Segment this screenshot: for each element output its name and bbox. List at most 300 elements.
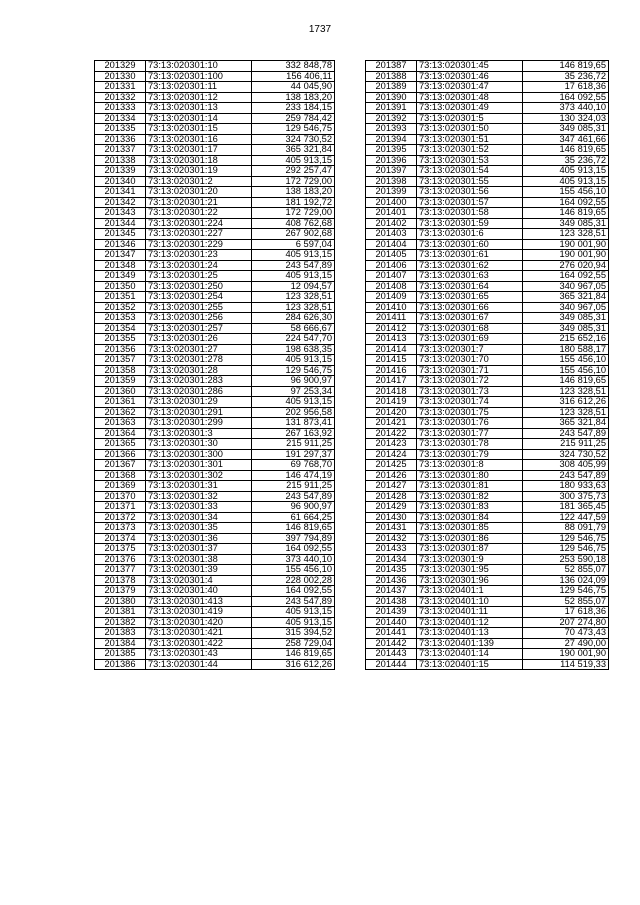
value-cell: 405 913,15 [252,607,335,618]
cadastral-number-cell: 73:13:020301:44 [146,659,252,670]
value-cell: 224 547,70 [252,334,335,345]
cadastral-number-cell: 73:13:020301:53 [417,155,523,166]
row-number-cell: 201408 [366,281,417,292]
table-row [95,208,335,219]
cadastral-number-cell: 73:13:020301:299 [146,418,252,429]
cadastral-number-cell: 73:13:020301:27 [146,344,252,355]
cadastral-number-cell: 73:13:020301:40 [146,586,252,597]
cadastral-number-cell: 73:13:020301:35 [146,523,252,534]
row-number-cell: 201418 [366,386,417,397]
table-row [95,649,335,660]
value-cell: 172 729,00 [252,176,335,187]
value-cell: 122 447,59 [523,512,609,523]
cadastral-number-cell: 73:13:020301:3 [146,428,252,439]
value-cell: 397 794,89 [252,533,335,544]
row-number-cell: 201386 [95,659,146,670]
cadastral-number-cell: 73:13:020301:77 [417,428,523,439]
row-number-cell: 201397 [366,166,417,177]
cadastral-number-cell: 73:13:020301:67 [417,313,523,324]
table-row [95,271,335,282]
row-number-cell: 201444 [366,659,417,670]
row-number-cell: 201401 [366,208,417,219]
cadastral-number-cell: 73:13:020301:59 [417,218,523,229]
table-row [95,176,335,187]
cadastral-number-cell: 73:13:020301:73 [417,386,523,397]
row-number-cell: 201362 [95,407,146,418]
row-number-cell: 201363 [95,418,146,429]
table-row [366,92,609,103]
cadastral-number-cell: 73:13:020301:84 [417,512,523,523]
cadastral-number-cell: 73:13:020301:86 [417,533,523,544]
value-cell: 215 911,25 [252,481,335,492]
value-cell: 52 855,07 [523,596,609,607]
value-cell: 243 547,89 [523,428,609,439]
cadastral-number-cell: 73:13:020301:80 [417,470,523,481]
row-number-cell: 201375 [95,544,146,555]
cadastral-number-cell: 73:13:020301:66 [417,302,523,313]
cadastral-number-cell: 73:13:020301:37 [146,544,252,555]
table-row [366,628,609,639]
table-row [366,460,609,471]
cadastral-number-cell: 73:13:020301:85 [417,523,523,534]
row-number-cell: 201407 [366,271,417,282]
value-cell: 123 328,51 [252,292,335,303]
cadastral-number-cell: 73:13:020301:72 [417,376,523,387]
value-cell: 35 236,72 [523,155,609,166]
cadastral-number-cell: 73:13:020301:52 [417,145,523,156]
table-row [366,82,609,93]
row-number-cell: 201360 [95,386,146,397]
table-row [366,218,609,229]
value-cell: 243 547,89 [523,470,609,481]
value-cell: 164 092,55 [252,586,335,597]
table-row [366,313,609,324]
row-number-cell: 201415 [366,355,417,366]
row-number-cell: 201373 [95,523,146,534]
table-row [366,187,609,198]
table-row [366,239,609,250]
table-row [95,376,335,387]
value-cell: 146 474,19 [252,470,335,481]
value-cell: 129 546,75 [523,586,609,597]
value-cell: 365 321,84 [523,418,609,429]
table-row [95,292,335,303]
cadastral-number-cell: 73:13:020301:302 [146,470,252,481]
value-cell: 27 490,00 [523,638,609,649]
value-cell: 324 730,52 [252,134,335,145]
table-row [95,145,335,156]
row-number-cell: 201345 [95,229,146,240]
table-row [366,502,609,513]
value-cell: 349 085,31 [523,323,609,334]
value-cell: 316 612,26 [523,397,609,408]
value-cell: 347 461,66 [523,134,609,145]
table-row [95,491,335,502]
table-row [366,271,609,282]
table-row [95,302,335,313]
row-number-cell: 201394 [366,134,417,145]
value-cell: 243 547,89 [252,260,335,271]
cadastral-number-cell: 73:13:020301:48 [417,92,523,103]
value-cell: 164 092,55 [523,271,609,282]
cadastral-number-cell: 73:13:020301:301 [146,460,252,471]
row-number-cell: 201420 [366,407,417,418]
table-row [366,365,609,376]
value-cell: 349 085,31 [523,313,609,324]
value-cell: 130 324,03 [523,113,609,124]
page-number: 1737 [308,24,332,35]
row-number-cell: 201377 [95,565,146,576]
value-cell: 405 913,15 [252,250,335,261]
cadastral-number-cell: 73:13:020301:30 [146,439,252,450]
cadastral-number-cell: 73:13:020301:45 [417,61,523,72]
table-row [95,481,335,492]
table-row [95,523,335,534]
table-row [95,628,335,639]
table-row [366,565,609,576]
row-number-cell: 201384 [95,638,146,649]
left-register-table [94,60,335,670]
value-cell: 146 819,65 [252,649,335,660]
cadastral-number-cell: 73:13:020301:14 [146,113,252,124]
cadastral-number-cell: 73:13:020301:31 [146,481,252,492]
cadastral-number-cell: 73:13:020301:64 [417,281,523,292]
row-number-cell: 201335 [95,124,146,135]
row-number-cell: 201429 [366,502,417,513]
cadastral-number-cell: 73:13:020301:28 [146,365,252,376]
row-number-cell: 201364 [95,428,146,439]
row-number-cell: 201414 [366,344,417,355]
row-number-cell: 201350 [95,281,146,292]
cadastral-number-cell: 73:13:020301:100 [146,71,252,82]
row-number-cell: 201353 [95,313,146,324]
row-number-cell: 201366 [95,449,146,460]
value-cell: 190 001,90 [523,649,609,660]
value-cell: 129 546,75 [252,124,335,135]
cadastral-number-cell: 73:13:020301:32 [146,491,252,502]
value-cell: 276 020,94 [523,260,609,271]
table-row [366,334,609,345]
value-cell: 405 913,15 [252,155,335,166]
cadastral-number-cell: 73:13:020301:60 [417,239,523,250]
value-cell: 131 873,41 [252,418,335,429]
table-row [95,250,335,261]
table-row [95,334,335,345]
table-row [95,460,335,471]
row-number-cell: 201409 [366,292,417,303]
value-cell: 267 163,92 [252,428,335,439]
row-number-cell: 201352 [95,302,146,313]
value-cell: 243 547,89 [252,491,335,502]
cadastral-number-cell: 73:13:020301:79 [417,449,523,460]
table-row [95,103,335,114]
row-number-cell: 201441 [366,628,417,639]
value-cell: 58 666,67 [252,323,335,334]
table-row [95,365,335,376]
row-number-cell: 201425 [366,460,417,471]
cadastral-number-cell: 73:13:020301:22 [146,208,252,219]
value-cell: 138 183,20 [252,187,335,198]
value-cell: 373 440,10 [252,554,335,565]
table-row [366,103,609,114]
value-cell: 292 257,47 [252,166,335,177]
row-number-cell: 201406 [366,260,417,271]
table-row [95,229,335,240]
cadastral-number-cell: 73:13:020301:250 [146,281,252,292]
table-row [366,659,609,670]
table-row [95,565,335,576]
value-cell: 408 762,68 [252,218,335,229]
cadastral-number-cell: 73:13:020401:1 [417,586,523,597]
table-row [95,533,335,544]
row-number-cell: 201440 [366,617,417,628]
value-cell: 405 913,15 [252,617,335,628]
value-cell: 146 819,65 [523,61,609,72]
cadastral-number-cell: 73:13:020301:76 [417,418,523,429]
row-number-cell: 201410 [366,302,417,313]
cadastral-number-cell: 73:13:020301:12 [146,92,252,103]
cadastral-number-cell: 73:13:020301:58 [417,208,523,219]
value-cell: 52 855,07 [523,565,609,576]
row-number-cell: 201354 [95,323,146,334]
row-number-cell: 201331 [95,82,146,93]
row-number-cell: 201342 [95,197,146,208]
cadastral-number-cell: 73:13:020301:26 [146,334,252,345]
row-number-cell: 201402 [366,218,417,229]
cadastral-number-cell: 73:13:020301:38 [146,554,252,565]
row-number-cell: 201379 [95,586,146,597]
cadastral-number-cell: 73:13:020401:139 [417,638,523,649]
cadastral-number-cell: 73:13:020301:54 [417,166,523,177]
cadastral-number-cell: 73:13:020301:9 [417,554,523,565]
table-row [95,166,335,177]
table-row [95,502,335,513]
table-row [95,439,335,450]
table-row [366,250,609,261]
table-row [366,428,609,439]
value-cell: 332 848,78 [252,61,335,72]
value-cell: 228 002,28 [252,575,335,586]
value-cell: 17 618,36 [523,607,609,618]
table-row [366,649,609,660]
cadastral-number-cell: 73:13:020301:255 [146,302,252,313]
row-number-cell: 201398 [366,176,417,187]
value-cell: 123 328,51 [523,386,609,397]
cadastral-number-cell: 73:13:020301:21 [146,197,252,208]
value-cell: 96 900,97 [252,502,335,513]
cadastral-number-cell: 73:13:020301:55 [417,176,523,187]
value-cell: 181 365,45 [523,502,609,513]
table-row [366,302,609,313]
row-number-cell: 201358 [95,365,146,376]
value-cell: 340 967,05 [523,281,609,292]
value-cell: 284 626,30 [252,313,335,324]
table-row [95,82,335,93]
cadastral-number-cell: 73:13:020301:8 [417,460,523,471]
value-cell: 155 456,10 [523,365,609,376]
row-number-cell: 201396 [366,155,417,166]
table-row [366,376,609,387]
value-cell: 405 913,15 [252,271,335,282]
table-row [95,71,335,82]
cadastral-number-cell: 73:13:020301:421 [146,628,252,639]
cadastral-number-cell: 73:13:020301:16 [146,134,252,145]
row-number-cell: 201437 [366,586,417,597]
cadastral-number-cell: 73:13:020301:224 [146,218,252,229]
cadastral-number-cell: 73:13:020401:15 [417,659,523,670]
value-cell: 340 967,05 [523,302,609,313]
row-number-cell: 201337 [95,145,146,156]
cadastral-number-cell: 73:13:020301:82 [417,491,523,502]
row-number-cell: 201346 [95,239,146,250]
cadastral-number-cell: 73:13:020301:63 [417,271,523,282]
row-number-cell: 201399 [366,187,417,198]
right-register-table [365,60,609,670]
row-number-cell: 201330 [95,71,146,82]
value-cell: 190 001,90 [523,239,609,250]
value-cell: 96 900,97 [252,376,335,387]
row-number-cell: 201403 [366,229,417,240]
value-cell: 267 902,68 [252,229,335,240]
value-cell: 6 597,04 [252,239,335,250]
row-number-cell: 201412 [366,323,417,334]
row-number-cell: 201438 [366,596,417,607]
table-row [366,344,609,355]
value-cell: 215 911,25 [523,439,609,450]
table-row [95,449,335,460]
row-number-cell: 201348 [95,260,146,271]
row-number-cell: 201351 [95,292,146,303]
cadastral-number-cell: 73:13:020301:6 [417,229,523,240]
table-row [366,61,609,72]
cadastral-number-cell: 73:13:020301:34 [146,512,252,523]
table-row [366,617,609,628]
table-row [95,586,335,597]
cadastral-number-cell: 73:13:020301:74 [417,397,523,408]
cadastral-number-cell: 73:13:020301:56 [417,187,523,198]
cadastral-number-cell: 73:13:020301:75 [417,407,523,418]
table-row [366,491,609,502]
value-cell: 156 406,11 [252,71,335,82]
row-number-cell: 201387 [366,61,417,72]
cadastral-number-cell: 73:13:020401:14 [417,649,523,660]
cadastral-number-cell: 73:13:020301:51 [417,134,523,145]
cadastral-number-cell: 73:13:020301:17 [146,145,252,156]
row-number-cell: 201388 [366,71,417,82]
table-row [95,512,335,523]
value-cell: 35 236,72 [523,71,609,82]
value-cell: 215 652,16 [523,334,609,345]
value-cell: 253 590,18 [523,554,609,565]
row-number-cell: 201430 [366,512,417,523]
value-cell: 146 819,65 [523,208,609,219]
row-number-cell: 201424 [366,449,417,460]
row-number-cell: 201417 [366,376,417,387]
row-number-cell: 201433 [366,544,417,555]
table-row [95,218,335,229]
row-number-cell: 201355 [95,334,146,345]
table-row [95,355,335,366]
table-row [95,239,335,250]
row-number-cell: 201332 [95,92,146,103]
row-number-cell: 201372 [95,512,146,523]
row-number-cell: 201349 [95,271,146,282]
row-number-cell: 201436 [366,575,417,586]
table-row [366,397,609,408]
value-cell: 129 546,75 [523,544,609,555]
table-row [366,166,609,177]
table-row [366,481,609,492]
cadastral-number-cell: 73:13:020401:12 [417,617,523,628]
table-row [366,124,609,135]
cadastral-number-cell: 73:13:020301:81 [417,481,523,492]
value-cell: 138 183,20 [252,92,335,103]
cadastral-number-cell: 73:13:020301:96 [417,575,523,586]
table-row [95,428,335,439]
row-number-cell: 201383 [95,628,146,639]
row-number-cell: 201357 [95,355,146,366]
table-row [95,113,335,124]
cadastral-number-cell: 73:13:020401:10 [417,596,523,607]
value-cell: 17 618,36 [523,82,609,93]
table-row [366,208,609,219]
cadastral-number-cell: 73:13:020301:29 [146,397,252,408]
row-number-cell: 201389 [366,82,417,93]
cadastral-number-cell: 73:13:020301:49 [417,103,523,114]
table-row [366,71,609,82]
table-row [95,617,335,628]
row-number-cell: 201426 [366,470,417,481]
row-number-cell: 201428 [366,491,417,502]
table-row [95,470,335,481]
table-row [95,281,335,292]
table-row [366,155,609,166]
table-row [366,575,609,586]
cadastral-number-cell: 73:13:020301:95 [417,565,523,576]
value-cell: 123 328,51 [523,407,609,418]
cadastral-number-cell: 73:13:020301:43 [146,649,252,660]
cadastral-number-cell: 73:13:020301:57 [417,197,523,208]
value-cell: 146 819,65 [523,145,609,156]
value-cell: 405 913,15 [523,166,609,177]
row-number-cell: 201419 [366,397,417,408]
row-number-cell: 201442 [366,638,417,649]
row-number-cell: 201378 [95,575,146,586]
table-row [366,176,609,187]
table-row [95,260,335,271]
table-row [366,134,609,145]
value-cell: 155 456,10 [523,187,609,198]
value-cell: 123 328,51 [523,229,609,240]
value-cell: 172 729,00 [252,208,335,219]
cadastral-number-cell: 73:13:020301:50 [417,124,523,135]
table-row [95,638,335,649]
table-row [366,260,609,271]
cadastral-number-cell: 73:13:020301:19 [146,166,252,177]
row-number-cell: 201435 [366,565,417,576]
table-row [95,544,335,555]
value-cell: 129 546,75 [523,533,609,544]
value-cell: 258 729,04 [252,638,335,649]
table-row [366,638,609,649]
value-cell: 349 085,31 [523,218,609,229]
row-number-cell: 201381 [95,607,146,618]
value-cell: 97 253,34 [252,386,335,397]
value-cell: 88 091,79 [523,523,609,534]
cadastral-number-cell: 73:13:020301:227 [146,229,252,240]
cadastral-number-cell: 73:13:020301:300 [146,449,252,460]
row-number-cell: 201374 [95,533,146,544]
